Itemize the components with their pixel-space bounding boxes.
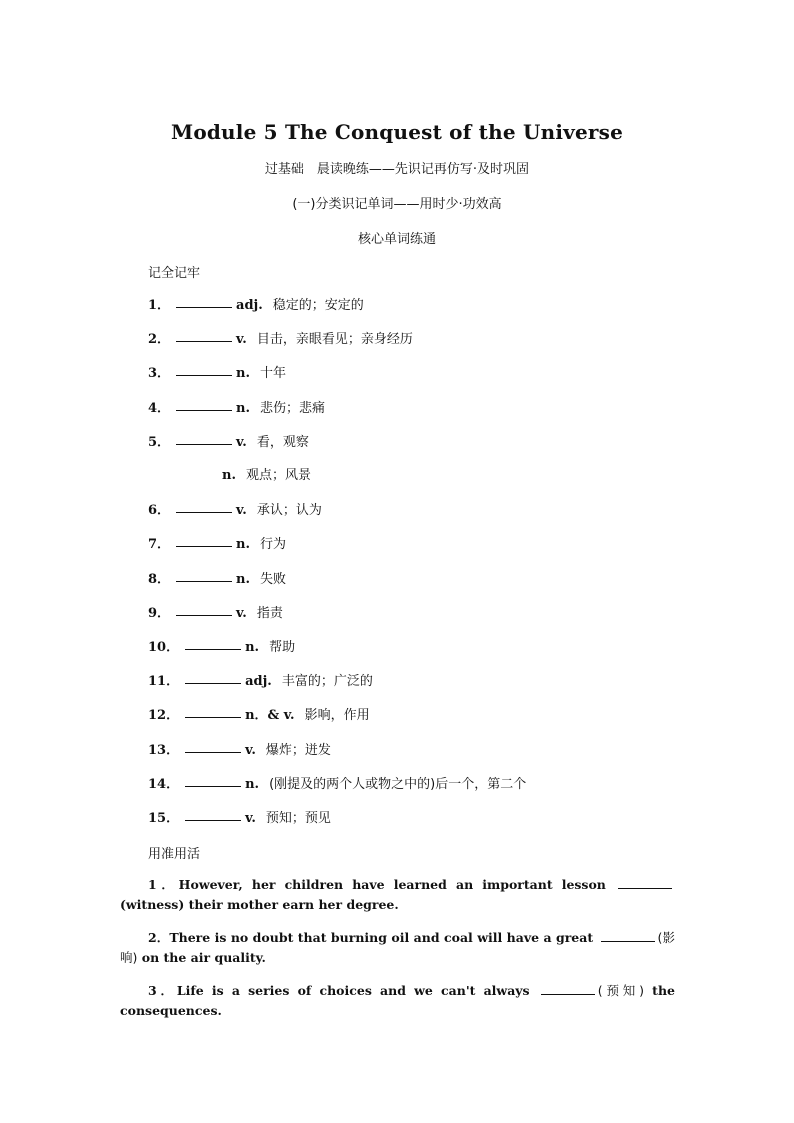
item-meaning: 行为 bbox=[260, 537, 287, 553]
answer-blank[interactable] bbox=[176, 499, 232, 513]
vocab-item bbox=[148, 328, 413, 350]
part-of-speech: v. bbox=[236, 605, 247, 621]
answer-blank[interactable] bbox=[601, 929, 655, 942]
part-of-speech: v. bbox=[245, 811, 256, 826]
item-meaning: 帮助 bbox=[269, 640, 296, 655]
vocab-item bbox=[148, 294, 364, 316]
sentence-hint: (影响) bbox=[120, 930, 675, 965]
part-of-speech: n. bbox=[236, 366, 251, 382]
part-of-speech: v. bbox=[245, 742, 256, 758]
part-of-speech: adj. bbox=[245, 674, 272, 690]
item-meaning: 悲伤；悲痛 bbox=[260, 400, 326, 416]
section-heading-use: 用准用活 bbox=[148, 847, 201, 862]
part-of-speech: v. bbox=[236, 332, 247, 348]
answer-blank[interactable] bbox=[185, 773, 241, 787]
item-meaning: 十年 bbox=[260, 366, 287, 382]
vocab-item bbox=[148, 397, 325, 419]
vocab-item bbox=[148, 704, 370, 726]
vocab-item bbox=[148, 739, 331, 761]
exercise-sentence-3 bbox=[120, 981, 675, 1021]
answer-blank[interactable] bbox=[176, 294, 232, 308]
subtitle-2: (一)分类识记单词——用时少·功效高 bbox=[292, 197, 502, 212]
item-number: 8． bbox=[148, 571, 171, 587]
item-meaning: 失败 bbox=[260, 571, 287, 587]
item-meaning: 承认；认为 bbox=[256, 503, 322, 519]
answer-blank[interactable] bbox=[185, 807, 241, 821]
answer-blank[interactable] bbox=[618, 876, 672, 889]
vocab-item bbox=[148, 362, 286, 384]
item-meaning: 目击，亲眼看见；亲身经历 bbox=[256, 332, 413, 348]
vocab-item bbox=[148, 533, 286, 555]
item-meaning: 丰富的；广泛的 bbox=[281, 674, 373, 690]
item-meaning: 爆炸；迸发 bbox=[265, 742, 331, 758]
exercise-sentence-2 bbox=[120, 928, 675, 968]
page-title: Module 5 The Conquest of the Universe bbox=[170, 120, 623, 144]
answer-blank[interactable] bbox=[176, 602, 232, 616]
vocab-item bbox=[148, 499, 322, 521]
item-number: 7． bbox=[148, 537, 171, 553]
part-of-speech: n．& v. bbox=[245, 708, 295, 724]
vocab-item bbox=[222, 465, 311, 487]
item-number: 2． bbox=[148, 332, 171, 348]
sentence-hint: (witness) their mother earn her degree. bbox=[120, 897, 399, 912]
item-meaning: 看，观察 bbox=[256, 434, 309, 450]
part-of-speech: adj. bbox=[236, 298, 263, 313]
sentence-text: 1．However, her children have learned an important lesson bbox=[148, 877, 606, 892]
item-meaning: 稳定的；安定的 bbox=[272, 298, 364, 313]
part-of-speech: n. bbox=[236, 537, 251, 553]
part-of-speech: n. bbox=[245, 776, 260, 792]
part-of-speech: n. bbox=[245, 640, 260, 655]
sentence-hint: (预知) bbox=[597, 983, 644, 998]
vocab-item bbox=[148, 431, 309, 453]
part-of-speech: v. bbox=[236, 503, 247, 519]
section-heading-memorize: 记全记牢 bbox=[148, 266, 201, 281]
part-of-speech: n. bbox=[236, 400, 251, 416]
answer-blank[interactable] bbox=[176, 362, 232, 376]
answer-blank[interactable] bbox=[176, 533, 232, 547]
answer-blank[interactable] bbox=[176, 568, 232, 582]
item-meaning: 影响，作用 bbox=[304, 708, 370, 724]
item-meaning: 指责 bbox=[256, 605, 283, 621]
part-of-speech: n. bbox=[222, 468, 236, 483]
vocab-item bbox=[148, 602, 283, 624]
item-number: 14． bbox=[148, 776, 180, 792]
item-number: 4． bbox=[148, 400, 171, 416]
sentence-text-end: on the air quality. bbox=[137, 950, 266, 965]
answer-blank[interactable] bbox=[185, 739, 241, 753]
answer-blank[interactable] bbox=[185, 704, 241, 718]
item-meaning: 观点；风景 bbox=[245, 468, 311, 483]
item-number: 15． bbox=[148, 811, 180, 826]
sentence-text: 3．Life is a series of choices and we can't always bbox=[148, 983, 530, 998]
subtitle-3: 核心单词练通 bbox=[357, 232, 436, 247]
sentence-text: 2．There is no doubt that burning oil and coal will have a great bbox=[148, 930, 594, 945]
vocab-item bbox=[148, 636, 295, 658]
vocab-item bbox=[148, 807, 331, 829]
part-of-speech: v. bbox=[236, 434, 247, 450]
item-meaning: (刚提及的两个人或物之中的)后一个，第二个 bbox=[269, 776, 527, 792]
item-number: 11． bbox=[148, 674, 180, 690]
item-number: 6． bbox=[148, 503, 171, 519]
item-number: 10． bbox=[148, 640, 180, 655]
sentence-text-end: the consequences. bbox=[120, 983, 675, 1018]
item-number: 13． bbox=[148, 742, 180, 758]
item-meaning: 预知；预见 bbox=[265, 811, 331, 826]
item-number: 1． bbox=[148, 298, 171, 313]
item-number: 5． bbox=[148, 434, 171, 450]
answer-blank[interactable] bbox=[185, 670, 241, 684]
answer-blank[interactable] bbox=[176, 328, 232, 342]
exercise-sentence-1 bbox=[120, 875, 675, 915]
answer-blank[interactable] bbox=[176, 431, 232, 445]
answer-blank[interactable] bbox=[541, 982, 595, 995]
vocab-item bbox=[148, 670, 373, 692]
item-number: 9． bbox=[148, 605, 171, 621]
part-of-speech: n. bbox=[236, 571, 251, 587]
vocab-item bbox=[148, 773, 526, 795]
item-number: 3． bbox=[148, 366, 171, 382]
answer-blank[interactable] bbox=[176, 397, 232, 411]
subtitle-1: 过基础 晨读晚练——先识记再仿写·及时巩固 bbox=[264, 162, 530, 177]
answer-blank[interactable] bbox=[185, 636, 241, 650]
item-number: 12． bbox=[148, 708, 180, 724]
vocab-item bbox=[148, 568, 286, 590]
